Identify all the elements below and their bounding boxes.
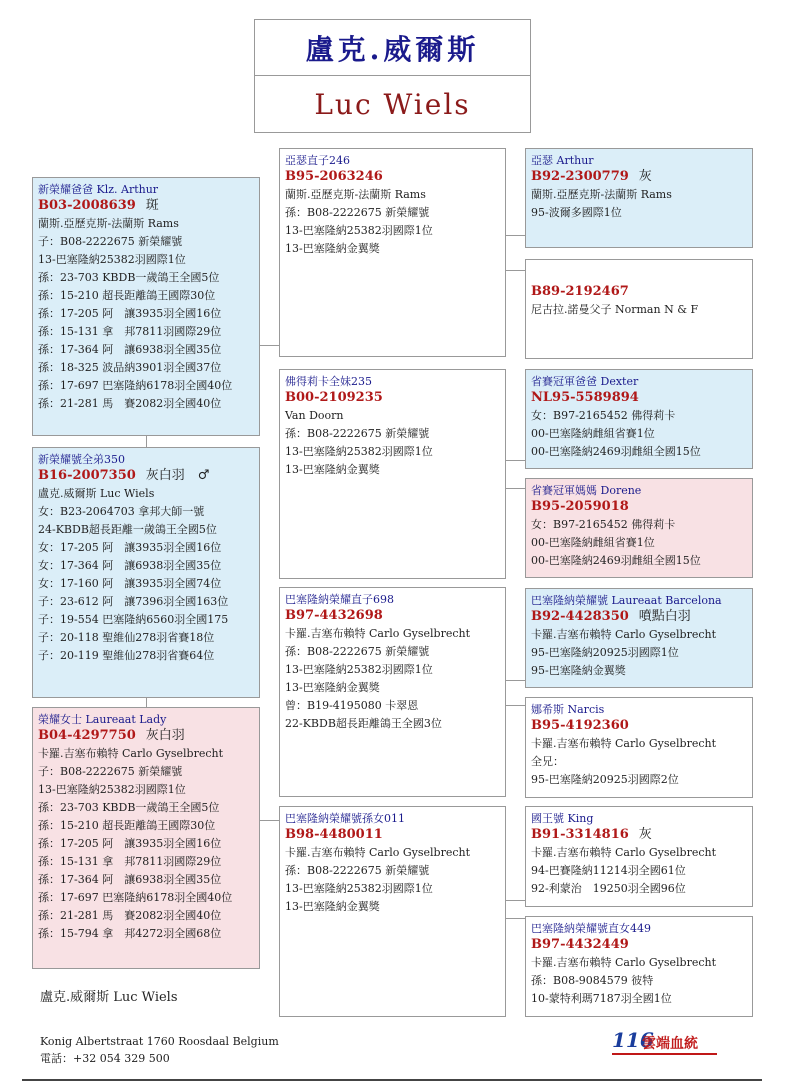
record-line: 女：17-364 阿 讓6938羽全國35位 — [38, 559, 222, 572]
record-line: 孫：17-697 巴塞隆納6178羽全國40位 — [38, 891, 233, 904]
connector — [259, 345, 279, 346]
logo-text: 雲端血統 — [642, 1036, 698, 1052]
record-line: 22-KBDB超長距離鴿王全國3位 — [285, 717, 442, 730]
ring-number: B00-2109235 — [285, 390, 383, 405]
connector — [505, 680, 525, 681]
great-grandparent-box[interactable] — [525, 148, 753, 248]
record-line: 00-巴塞隆納2469羽雌組全國15位 — [531, 554, 701, 567]
connector — [146, 435, 147, 447]
record-line: 孫：17-205 阿 讓3935羽全國16位 — [38, 837, 222, 850]
pigeon-color: 斑 — [145, 198, 159, 213]
record-line: 孫：15-210 超長距離鴿王國際30位 — [38, 819, 216, 832]
grandparent-box[interactable] — [279, 806, 506, 1017]
record-line: 孫：15-794 拿 邦4272羽全國68位 — [38, 927, 222, 940]
record-line: 子：20-118 聖維仙278羽省賽18位 — [38, 631, 215, 644]
pigeon-name: 省賽冠軍媽媽 Dorene — [531, 484, 642, 497]
connector — [259, 820, 279, 821]
pigeon-color: 灰白羽 ♂ — [145, 468, 210, 483]
pigeon-name: 亞瑟 Arthur — [531, 154, 594, 167]
record-line: 曾：B19-4195080 卡翠恩 — [285, 699, 419, 712]
record-line: 女：B97-2165452 佛得莉卡 — [531, 518, 676, 531]
record-line: 95-巴塞隆納20925羽國際1位 — [531, 646, 679, 659]
record-line: 孫：17-697 巴塞隆納6178羽全國40位 — [38, 379, 233, 392]
pigeon-name: 亞瑟直子246 — [285, 154, 350, 167]
pigeon-name: 娜希斯 Narcis — [531, 703, 605, 716]
great-grandparent-box[interactable] — [525, 806, 753, 907]
connector — [505, 918, 525, 919]
record-line: 卡羅.吉塞布賴特 Carlo Gyselbrecht — [285, 846, 471, 859]
record-line: 全兄： — [531, 755, 564, 768]
record-line: 卡羅.吉塞布賴特 Carlo Gyselbrecht — [531, 956, 717, 969]
connector — [505, 705, 525, 706]
great-grandparent-box[interactable] — [525, 697, 753, 798]
record-line: 孫：B08-2222675 新榮耀號 — [285, 427, 430, 440]
pigeon-name: 佛得莉卡全妹235 — [285, 375, 372, 388]
ring-number: B92-2300779 — [531, 169, 629, 184]
connector — [505, 900, 525, 901]
record-line: 13-巴塞隆納25382羽國際1位 — [285, 882, 433, 895]
ring-number: B97-4432449 — [531, 937, 629, 952]
record-line: 女：17-160 阿 讓3935羽全國74位 — [38, 577, 222, 590]
ring-number: B97-4432698 — [285, 608, 383, 623]
record-line: 95-波爾多國際1位 — [531, 206, 622, 219]
logo-number: 116 — [612, 1028, 654, 1052]
record-line: 13-巴塞隆納25382羽國際1位 — [285, 445, 433, 458]
phone: 電話：+32 054 329 500 — [40, 1052, 170, 1065]
record-line: 00-巴塞隆納2469羽雌組全國15位 — [531, 445, 701, 458]
ring-number: B92-4428350 — [531, 609, 629, 624]
connector — [146, 697, 147, 707]
great-grandparent-box[interactable] — [525, 478, 753, 578]
record-line: 10-蒙特利瑪7187羽全國1位 — [531, 992, 672, 1005]
bottom-divider — [22, 1079, 762, 1081]
record-line: 孫：23-703 KBDB一歲鴿王全國5位 — [38, 801, 220, 814]
ring-number: NL95-5589894 — [531, 390, 639, 405]
record-line: 子：B08-2222675 新榮耀號 — [38, 235, 183, 248]
record-line: 孫：15-131 拿 邦7811羽國際29位 — [38, 325, 222, 338]
pigeon-color: 噴點白羽 — [638, 609, 691, 624]
pigeon-color: 灰白羽 — [145, 728, 185, 743]
ring-number: B95-4192360 — [531, 718, 629, 733]
address: Konig Albertstraat 1760 Roosdaal Belgium — [40, 1035, 279, 1048]
ring-number: B95-2063246 — [285, 169, 383, 184]
record-line: 女：17-205 阿 讓3935羽全國16位 — [38, 541, 222, 554]
record-line: 女：B97-2165452 佛得莉卡 — [531, 409, 676, 422]
record-line: 孫：15-210 超長距離鴿王國際30位 — [38, 289, 216, 302]
record-line: 94-巴賽隆納11214羽全國61位 — [531, 864, 686, 877]
record-line: 13-巴塞隆納25382羽國際1位 — [38, 783, 186, 796]
record-line: 13-巴塞隆納25382羽國際1位 — [285, 663, 433, 676]
subject-box[interactable] — [32, 447, 260, 698]
record-line: 卡羅.吉塞布賴特 Carlo Gyselbrecht — [531, 737, 717, 750]
owner-name: 盧克.威爾斯 Luc Wiels — [40, 990, 178, 1005]
record-line: 孫：B08-2222675 新榮耀號 — [285, 645, 430, 658]
record-line: 孫：B08-2222675 新榮耀號 — [285, 864, 430, 877]
record-line: 95-巴塞隆納金翼獎 — [531, 664, 626, 677]
record-line: 尼古拉.諾曼父子 Norman N & F — [531, 303, 699, 316]
logo-underline — [612, 1053, 717, 1055]
dam-box[interactable] — [32, 707, 260, 969]
record-line: 孫：B08-9084579 彼特 — [531, 974, 654, 987]
ring-number: B03-2008639 — [38, 198, 136, 213]
pigeon-name: 新榮耀號全弟350 — [38, 453, 125, 466]
grandparent-box[interactable] — [279, 148, 506, 357]
record-line: 13-巴塞隆納金翼獎 — [285, 900, 380, 913]
record-line: 13-巴塞隆納金翼獎 — [285, 463, 380, 476]
record-line: 孫：17-205 阿 讓3935羽全國16位 — [38, 307, 222, 320]
pigeon-name: 巴塞隆納榮耀號直女449 — [531, 922, 651, 935]
record-line: 卡羅.吉塞布賴特 Carlo Gyselbrecht — [285, 627, 471, 640]
record-line: 孫：18-325 波品納3901羽全國37位 — [38, 361, 222, 374]
record-line: 孫：23-703 KBDB一歲鴿王全國5位 — [38, 271, 220, 284]
record-line: 00-巴塞隆納雌組省賽1位 — [531, 427, 655, 440]
pigeon-name: 新榮耀爸爸 Klz. Arthur — [38, 183, 159, 196]
connector — [505, 460, 525, 461]
connector — [505, 235, 525, 236]
record-line: 孫：21-281 馬 賽2082羽全國40位 — [38, 909, 222, 922]
record-line: 00-巴塞隆納雌組省賽1位 — [531, 536, 655, 549]
title-english: Luc Wiels — [314, 87, 471, 121]
title-chinese: 盧克.威爾斯 — [255, 20, 530, 76]
record-line: 蘭斯.亞歷克斯-法蘭斯 Rams — [38, 217, 179, 230]
record-line: 卡羅.吉塞布賴特 Carlo Gyselbrecht — [531, 846, 717, 859]
record-line: 孫：15-131 拿 邦7811羽國際29位 — [38, 855, 222, 868]
great-grandparent-box[interactable] — [525, 369, 753, 469]
record-line: 盧克.威爾斯 Luc Wiels — [38, 487, 155, 500]
record-line: 孫：B08-2222675 新榮耀號 — [285, 206, 430, 219]
record-line: 13-巴塞隆納金翼獎 — [285, 681, 380, 694]
brand-logo[interactable] — [612, 1028, 722, 1056]
pigeon-name: 巴塞隆納榮耀號 Laureaat Barcelona — [531, 594, 722, 607]
pigeon-name: 榮耀女士 Laureaat Lady — [38, 713, 167, 726]
record-line: 蘭斯.亞歷克斯-法蘭斯 Rams — [531, 188, 672, 201]
ring-number: B98-4480011 — [285, 827, 383, 842]
record-line: 子：23-612 阿 讓7396羽全國163位 — [38, 595, 229, 608]
record-line: 13-巴塞隆納25382羽國際1位 — [285, 224, 433, 237]
record-line: 24-KBDB超長距離一歲鴿王全國5位 — [38, 523, 217, 536]
ring-number: B89-2192467 — [531, 284, 629, 299]
record-line: 孫：21-281 馬 賽2082羽全國40位 — [38, 397, 222, 410]
pigeon-name: 省賽冠軍爸爸 Dexter — [531, 375, 639, 388]
grandparent-box[interactable] — [279, 587, 506, 797]
connector — [505, 488, 525, 489]
pigeon-name — [531, 264, 747, 279]
sire-box[interactable] — [32, 177, 260, 436]
ring-number: B16-2007350 — [38, 468, 136, 483]
record-line: 13-巴塞隆納25382羽國際1位 — [38, 253, 186, 266]
pigeon-name: 巴塞隆納榮耀號孫女011 — [285, 812, 405, 825]
contact-info — [40, 1033, 279, 1067]
record-line: 孫：17-364 阿 讓6938羽全國35位 — [38, 873, 222, 886]
great-grandparent-box[interactable] — [525, 588, 753, 688]
record-line: 子：19-554 巴塞隆納6560羽全國175 — [38, 613, 229, 626]
pigeon-name: 國王號 King — [531, 812, 594, 825]
record-line: 13-巴塞隆納金翼獎 — [285, 242, 380, 255]
record-line: 95-巴塞隆納20925羽國際2位 — [531, 773, 679, 786]
record-line: 蘭斯.亞歷克斯-法蘭斯 Rams — [285, 188, 426, 201]
grandparent-box[interactable] — [279, 369, 506, 579]
connector — [505, 270, 525, 271]
ring-number: B95-2059018 — [531, 499, 629, 514]
record-line: 92-利蒙治 19250羽全國96位 — [531, 882, 686, 895]
record-line: 孫：17-364 阿 讓6938羽全國35位 — [38, 343, 222, 356]
great-grandparent-box[interactable] — [525, 259, 753, 359]
record-line: 子：B08-2222675 新榮耀號 — [38, 765, 183, 778]
pigeon-name: 巴塞隆納榮耀直子698 — [285, 593, 394, 606]
pigeon-color: 灰 — [638, 169, 652, 184]
record-line: 女：B23-2064703 拿邦大師一號 — [38, 505, 205, 518]
ring-number: B91-3314816 — [531, 827, 629, 842]
record-line: 卡羅.吉塞布賴特 Carlo Gyselbrecht — [531, 628, 717, 641]
ring-number: B04-4297750 — [38, 728, 136, 743]
pedigree-title-box — [254, 19, 531, 133]
record-line: 子：20-119 聖維仙278羽省賽64位 — [38, 649, 215, 662]
pigeon-color: 灰 — [638, 827, 652, 842]
great-grandparent-box[interactable] — [525, 916, 753, 1017]
record-line: Van Doorn — [285, 409, 344, 422]
record-line: 卡羅.吉塞布賴特 Carlo Gyselbrecht — [38, 747, 224, 760]
